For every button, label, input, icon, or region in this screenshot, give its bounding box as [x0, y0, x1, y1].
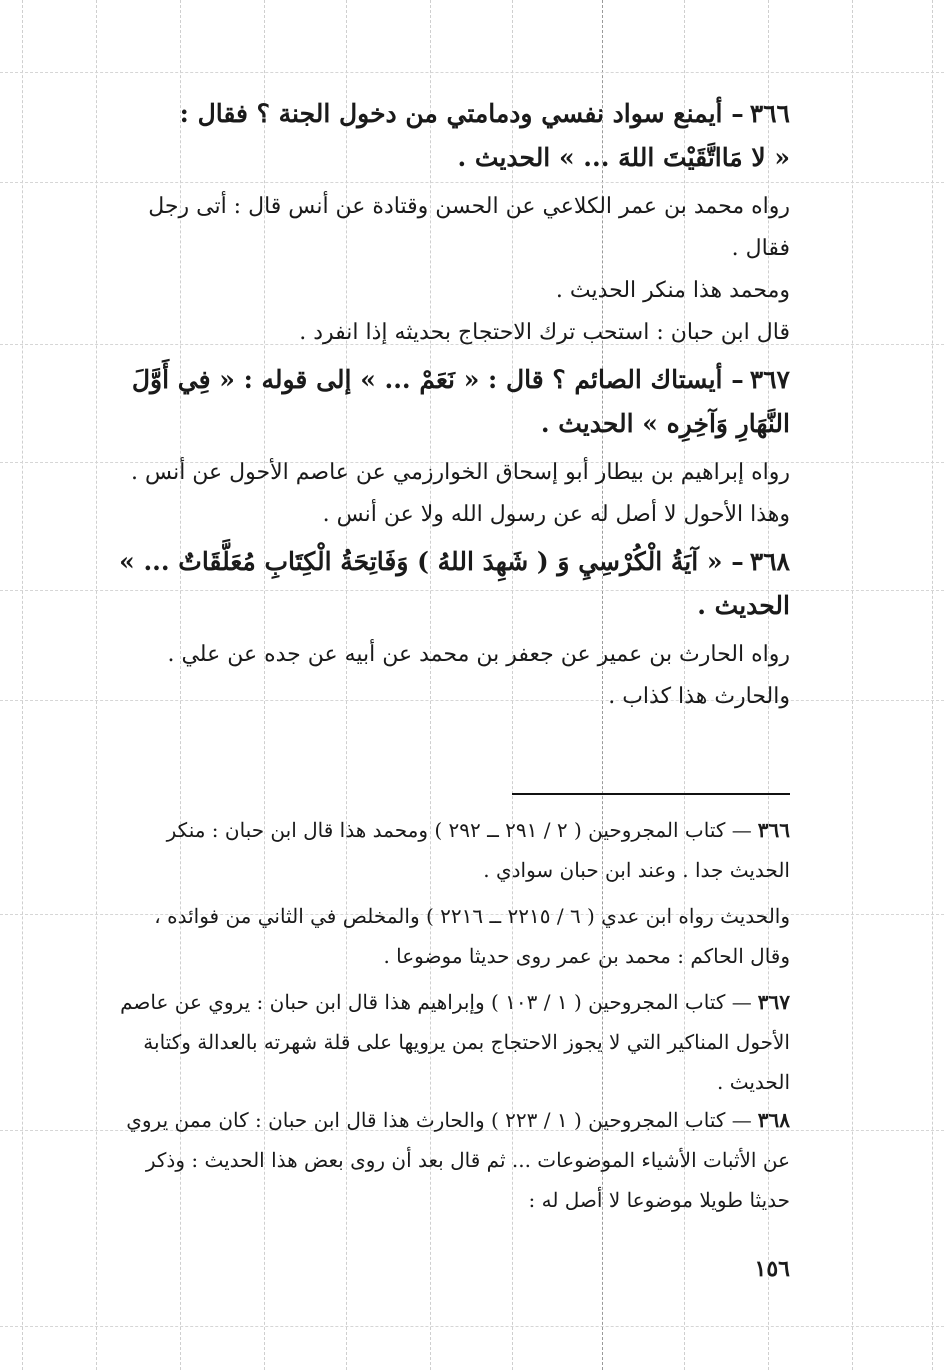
entry-number: ٣٦٦: [749, 99, 790, 128]
entry-heading: [110, 358, 790, 446]
footnote-text: والحديث رواه ابن عدي ( ٦ / ٢٢١٥ ــ ٢٢١٦ ) والمخلص في الثاني من فوائده ، وقال الحاكم : محمد بن عمر روى حديثا موضوعا .: [154, 904, 790, 968]
footnote-366-continued: [110, 896, 790, 976]
entry-number: ٣٦٨: [749, 547, 790, 576]
guide-line: [932, 0, 933, 1370]
entry-heading: [110, 92, 790, 136]
entry-367: [110, 358, 790, 536]
entry-title-continuation: [110, 136, 790, 180]
guide-line: [22, 0, 23, 1370]
entry-heading: [110, 540, 790, 628]
footnote-text: — كتاب المجروحين ( ٢ / ٢٩١ ــ ٢٩٢ ) ومحمد هذا قال ابن حبان : منكر الحديث جدا . وعند ابن حبان سوادي .: [166, 818, 790, 882]
entry-366: [110, 92, 790, 354]
footnote-366: [110, 810, 790, 890]
entry-title: – أيمنع سواد نفسي ودمامتي من دخول الجنة ؟ فقال :: [179, 99, 744, 128]
footnote-divider: [512, 793, 790, 795]
guide-line: [96, 0, 97, 1370]
entry-line: رواه الحارث بن عمير عن جعفر بن محمد عن أبيه عن جده عن علي .: [167, 642, 790, 667]
entry-line: قال ابن حبان : استحب ترك الاحتجاج بحديثه إذا انفرد .: [299, 320, 790, 345]
page-number: ١٥٦: [754, 1256, 790, 1282]
entry-line: والحارث هذا كذاب .: [608, 684, 790, 709]
footnote-367: [110, 982, 790, 1102]
footnote-text: — كتاب المجروحين ( ١ / ٢٢٣ ) والحارث هذا قال ابن حبان : كان ممن يروي عن الأثبات الأشياء الموضوعات ... ثم قال بعد أن روى بعض هذا الحديث : وذكر حديثا طويلا موضوعا لا أصل له :: [126, 1108, 790, 1212]
entry-line: رواه محمد بن عمر الكلاعي عن الحسن وقتادة عن أنس قال : أتى رجل فقال .: [148, 194, 790, 261]
entry-line: ومحمد هذا منكر الحديث .: [555, 278, 790, 303]
footnote-number: ٣٦٧: [757, 990, 790, 1014]
entry-368: [110, 540, 790, 718]
footnote-368: [110, 1100, 790, 1220]
entry-line: رواه إبراهيم بن بيطار أبو إسحاق الخوارزمي عن عاصم الأحول عن أنس .: [131, 460, 790, 485]
entry-line: وهذا الأحول لا أصل له عن رسول الله ولا عن أنس .: [322, 502, 790, 527]
guide-line: [0, 1326, 944, 1327]
guide-line: [852, 0, 853, 1370]
entry-title-line: « لا مَااتَّقَيْتَ اللهَ ... » الحديث .: [457, 143, 790, 172]
footnote-text: — كتاب المجروحين ( ١ / ١٠٣ ) وإبراهيم هذا قال ابن حبان : يروي عن عاصم الأحول المناكير التي لا يجوز الاحتجاج بمن يرويها على قلة شهرته بالعدالة وكتابة الحديث .: [120, 990, 790, 1094]
guide-line: [0, 72, 944, 73]
footnote-number: ٣٦٨: [757, 1108, 790, 1132]
entry-number: ٣٦٧: [749, 365, 790, 394]
footnote-number: ٣٦٦: [757, 818, 790, 842]
entry-title: – أيستاك الصائم ؟ قال : « نَعَمْ ... » إلى قوله : « فِي أَوَّلَ النَّهَارِ وَآخِرِه » الحديث .: [131, 365, 790, 438]
entry-title: – « آيَةُ الْكُرْسِيِ وَ ( شَهِدَ اللهُ ) وَفَاتِحَةُ الْكِتَابِ مُعَلَّقَاتٌ ... » الحديث .: [119, 547, 790, 620]
